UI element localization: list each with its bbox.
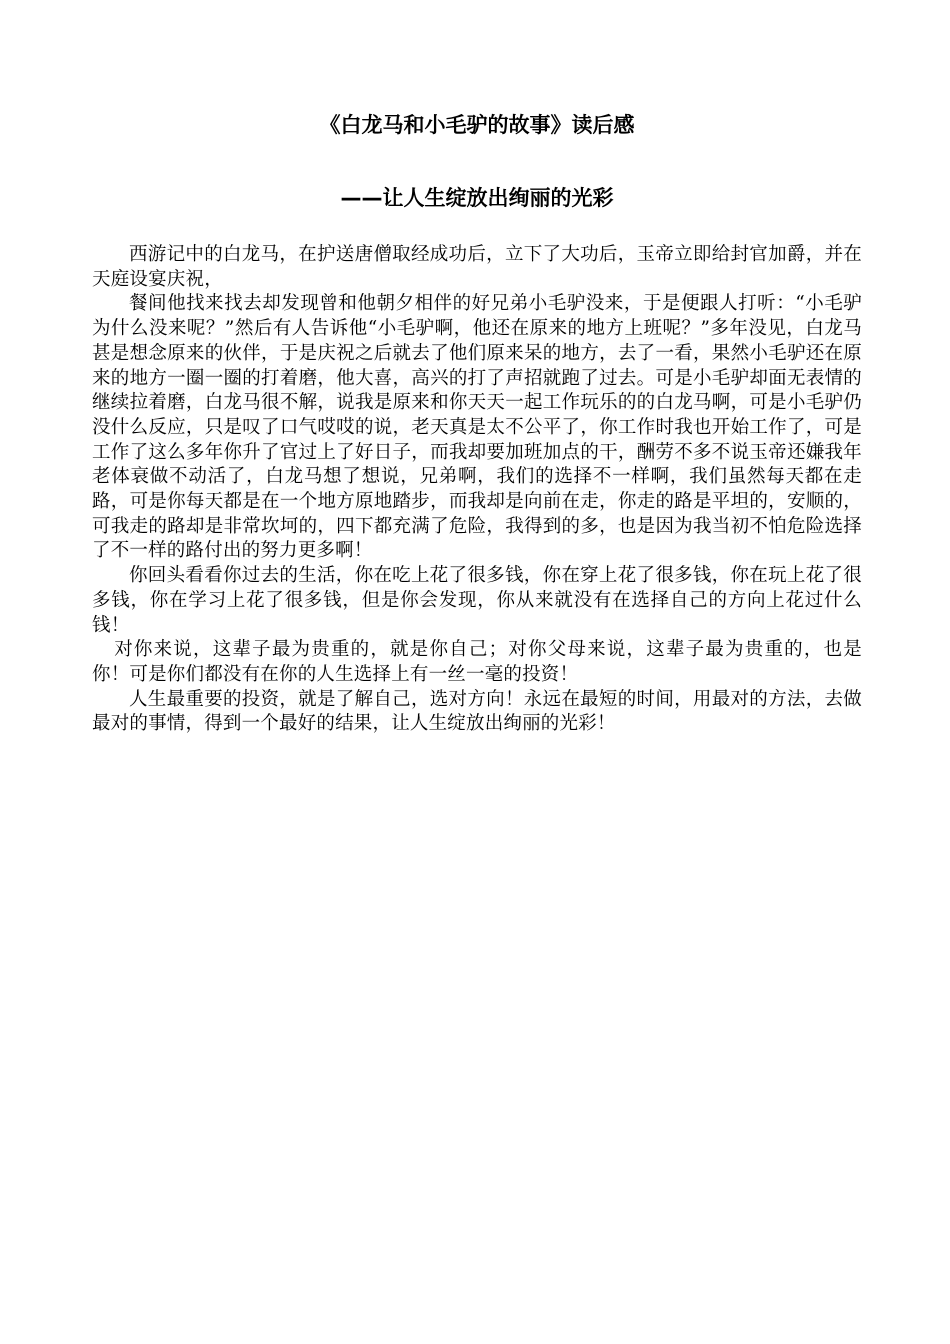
document-title: 《白龙马和小毛驴的故事》读后感 [319, 113, 635, 137]
paragraph-1: 西游记中的白龙马，在护送唐僧取经成功后，立下了大功后，玉帝立即给封官加爵，并在天庭设宴庆祝， [92, 244, 862, 290]
paragraph-4: 对你来说，这辈子最为贵重的，就是你自己；对你父母来说，这辈子最为贵重的，也是你！可是你们都没有在你的人生选择上有一丝一毫的投资！ [92, 639, 862, 685]
document-body [92, 243, 862, 737]
document-subtitle: ——让人生绽放出绚丽的光彩 [340, 186, 614, 210]
paragraph-5: 人生最重要的投资，就是了解自己，选对方向！永远在最短的时间，用最对的方法，去做最对的事情，得到一个最好的结果，让人生绽放出绚丽的光彩！ [92, 688, 862, 735]
paragraph-3: 你回头看看你过去的生活，你在吃上花了很多钱，你在穿上花了很多钱，你在玩上花了很多钱，你在学习上花了很多钱，但是你会发现，你从来就没有在选择自己的方向上花过什么钱！ [92, 565, 862, 636]
paragraph-2: 餐间他找来找去却发现曾和他朝夕相伴的好兄弟小毛驴没来，于是便跟人打听：“小毛驴为什么没来呢？”然后有人告诉他“小毛驴啊，他还在原来的地方上班呢？”多年没见，白龙马甚是想念原来的伙伴，于是庆祝之后就去了他们原来呆的地方，去了一看，果然小毛驴还在原来的地方一圈一圈的打着磨，他大喜，高兴的打了声招就跑了过去。可是小毛驴却面无表情的继续拉着磨，白龙马很不解，说我是原来和你天天一起工作玩乐的的白龙马啊，可是小毛驴仍没什么反应，只是叹了口气哎哎的说，老天真是太不公平了，你工作时我也开始工作了，可是工作了这么多年你升了官过上了好日子，而我却要加班加点的干，酬劳不多不说玉帝还嫌我年老体衰做不动活了，白龙马想了想说，兄弟啊，我们的选择不一样啊，我们虽然每天都在走路，可是你每天都是在一个地方原地踏步，而我却是向前在走，你走的路是平坦的，安顺的，可我走的路却是非常坎坷的，四下都充满了危险，我得到的多，也是因为我当初不怕危险选择了不一样的路付出的努力更多啊！ [92, 293, 862, 562]
